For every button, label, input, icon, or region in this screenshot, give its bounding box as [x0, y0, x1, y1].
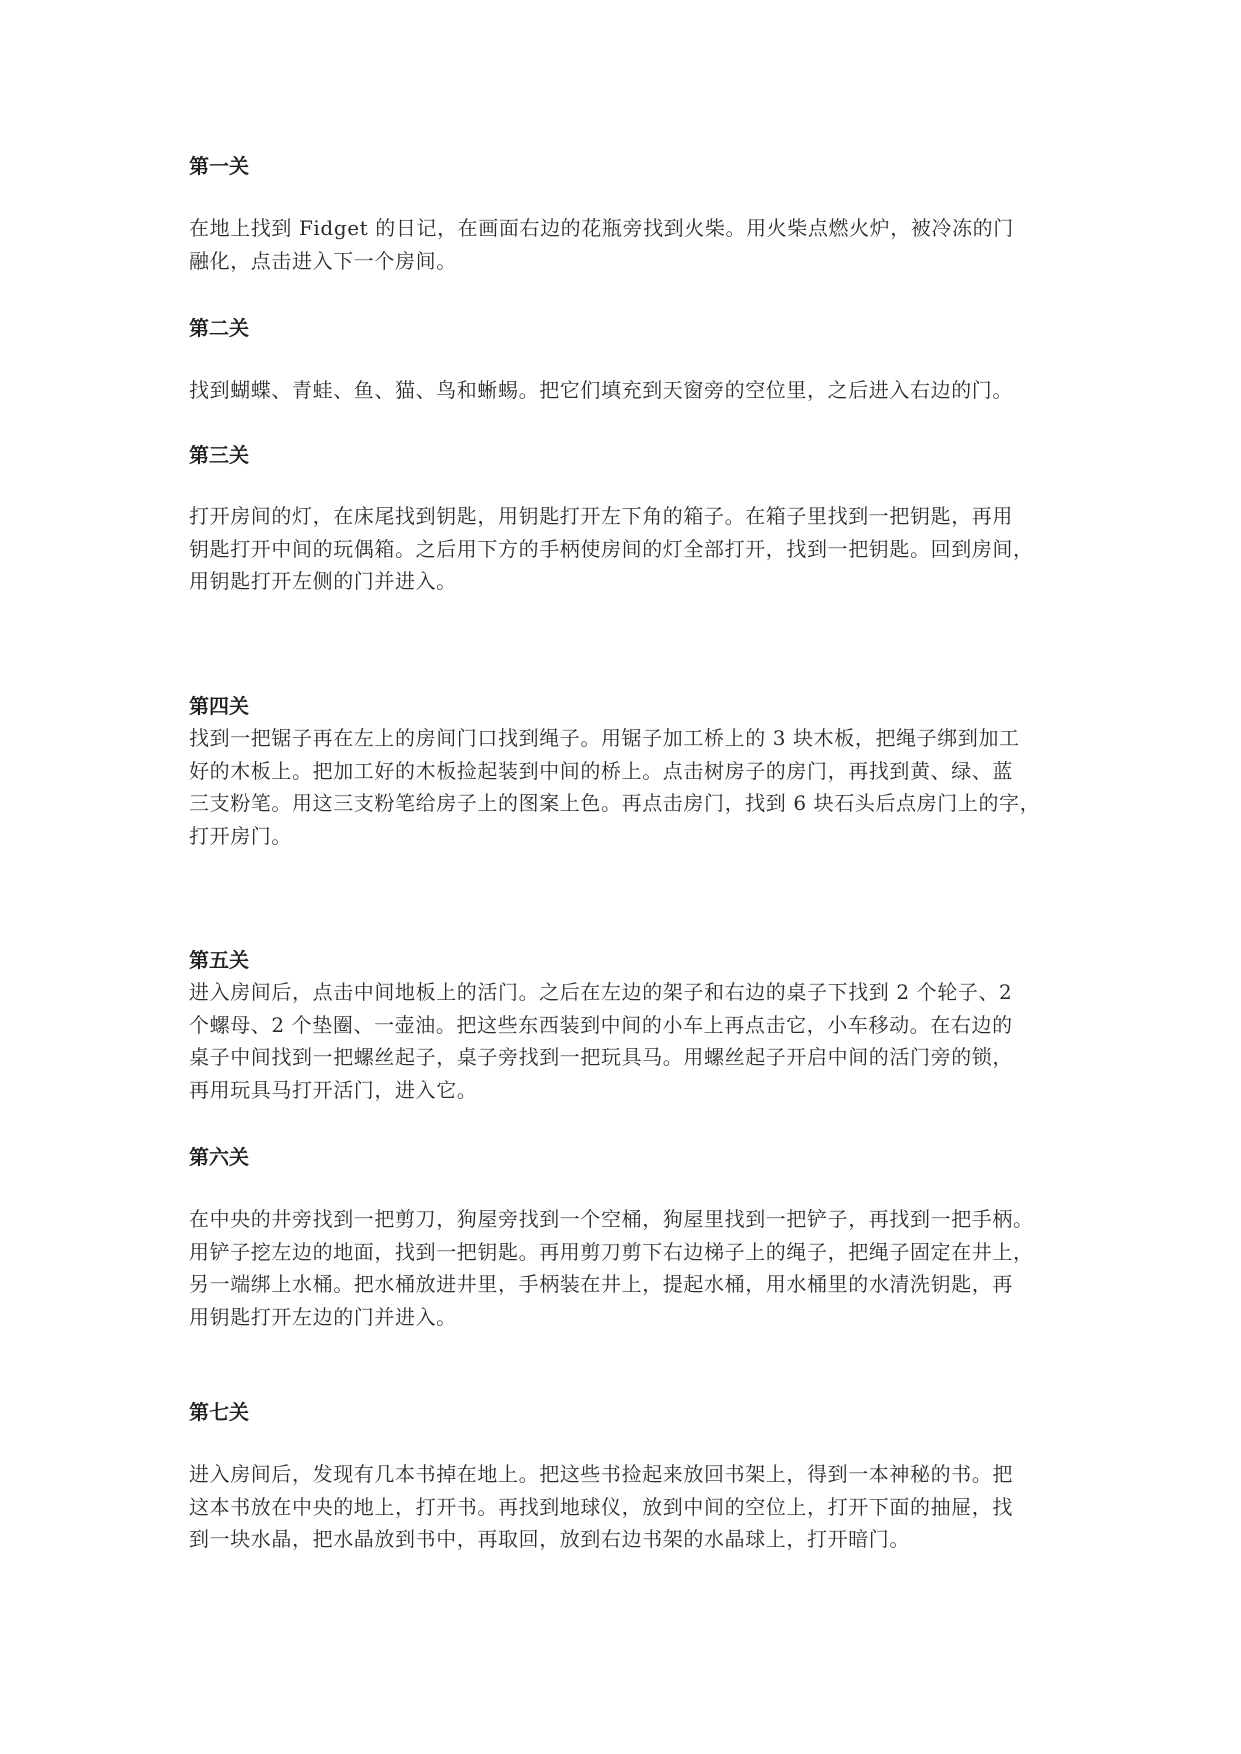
- level-6-heading: 第六关: [189, 1145, 249, 1169]
- level-5-heading: 第五关: [189, 948, 249, 972]
- level-1-heading: 第一关: [189, 154, 249, 178]
- level-1-text: 在地上找到 Fidget 的日记，在画面右边的花瓶旁找到火柴。用火柴点燃火炉，被冷冻的门 融化，点击进入下一个房间。: [189, 216, 1014, 273]
- level-5-text: 进入房间后，点击中间地板上的活门。之后在左边的架子和右边的桌子下找到 2 个轮子、2 个螺母、2 个垫圈、一壶油。把这些东西装到中间的小车上再点击它，小车移动。在右边的 桌子中间找到一把螺丝起子，桌子旁找到一把玩具马。用螺丝起子开启中间的活门旁的锁， 再用玩具马打开活门，进入它。: [189, 980, 1013, 1102]
- level-6-text: 在中央的井旁找到一把剪刀，狗屋旁找到一个空桶，狗屋里找到一把铲子，再找到一把手柄。 用铲子挖左边的地面，找到一把钥匙。再用剪刀剪下右边梯子上的绳子，把绳子固定在井上， 另一端绑上水桶。把水桶放进井里，手柄装在井上，提起水桶，用水桶里的水清洗钥匙，再 用钥匙打开左边的门并进入。: [189, 1207, 1034, 1329]
- level-3-heading: 第三关: [189, 443, 249, 467]
- level-2-text: 找到蝴蝶、青蛙、鱼、猫、鸟和蜥蜴。把它们填充到天窗旁的空位里，之后进入右边的门。: [189, 378, 1013, 402]
- level-7-heading: 第七关: [189, 1400, 249, 1424]
- level-7-text: 进入房间后，发现有几本书掉在地上。把这些书捡起来放回书架上，得到一本神秘的书。把 这本书放在中央的地上，打开书。再找到地球仪，放到中间的空位上，打开下面的抽屉，找 到一块水晶，把水晶放到书中，再取回，放到右边书架的水晶球上，打开暗门。: [189, 1462, 1013, 1551]
- level-4-text: 找到一把锯子再在左上的房间门口找到绳子。用锯子加工桥上的 3 块木板，把绳子绑到加工 好的木板上。把加工好的木板捡起装到中间的桥上。点击树房子的房门，再找到黄、绿、蓝 三支粉笔。用这三支粉笔给房子上的图案上色。再点击房门，找到 6 块石头后点房门上的字， 打开房门。: [189, 726, 1041, 848]
- level-3-text: 打开房间的灯，在床尾找到钥匙，用钥匙打开左下角的箱子。在箱子里找到一把钥匙，再用 钥匙打开中间的玩偶箱。之后用下方的手柄使房间的灯全部打开，找到一把钥匙。回到房间， 用钥匙打开左侧的门并进入。: [189, 504, 1034, 593]
- level-4-heading: 第四关: [189, 694, 249, 718]
- level-2-heading: 第二关: [189, 316, 249, 340]
